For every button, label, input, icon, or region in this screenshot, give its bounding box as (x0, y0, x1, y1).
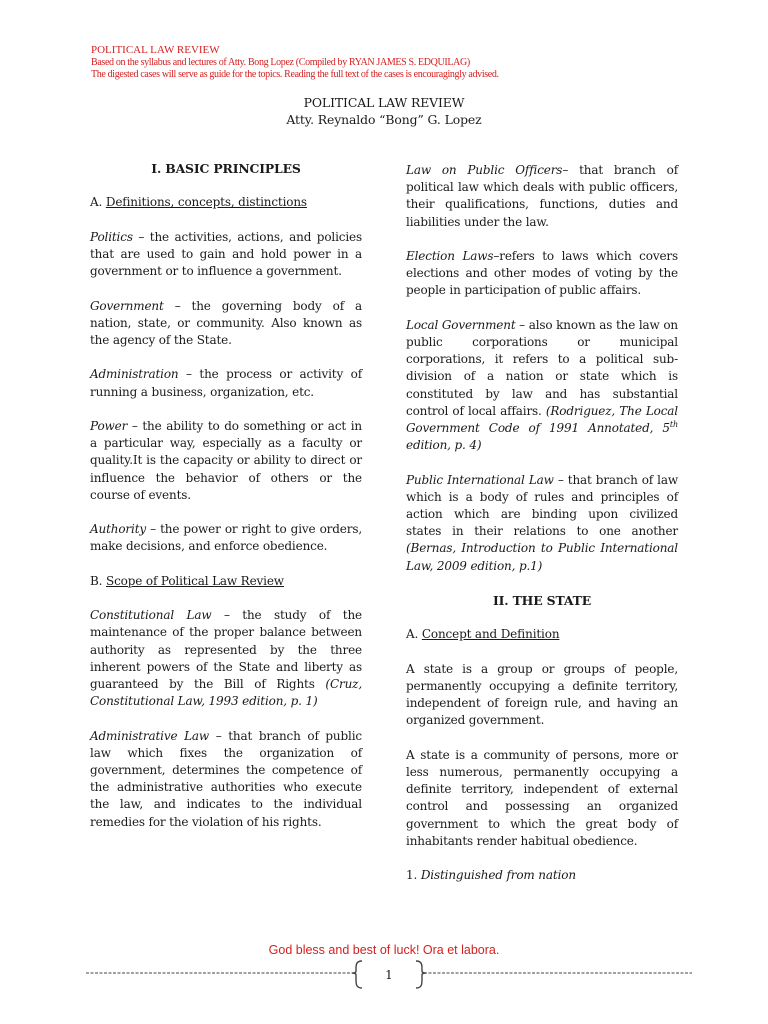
left-column (90, 160, 362, 831)
list-item-distinguished (406, 867, 678, 884)
subheading-text: Scope of Political Law Review (106, 573, 284, 588)
term-constitutional-law: Constitutional Law (90, 608, 212, 623)
footer-bracket-right (416, 961, 426, 988)
citation-superscript: th (669, 420, 678, 430)
section-heading-basic-principles: I. BASIC PRINCIPLES (151, 161, 301, 176)
state-definition-1: A state is a group or groups of people, permanently occupying a definite territory, independent of foreign rule, and having an organized government. (406, 661, 678, 728)
term-public-international-law: Public International Law (406, 472, 554, 487)
subheading-text: Concept and Definition (421, 627, 560, 642)
definition-politics (90, 229, 362, 281)
subheading-prefix: A. (90, 195, 106, 210)
subheading-scope (90, 573, 362, 590)
document-title-block (0, 94, 768, 129)
subheading-prefix: B. (90, 573, 106, 588)
subheading-prefix: A. (406, 627, 422, 642)
def-local-government: – also known as the law on public corporations or municipal corporations, it refers to a political sub-division of a nation or state which is constituted by law and has substantial control of local affairs. (406, 317, 678, 418)
citation-bernas: (Bernas, Introduction to Public International Law, 2009 edition, p.1) (406, 541, 678, 573)
page-number: 1 (385, 968, 393, 982)
right-column (406, 162, 678, 902)
footer-bracket-left (352, 961, 362, 988)
state-definition-2: A state is a community of persons, more or less numerous, permanently occupying a definite territory, independent of external control and possessing an organized government to which the great body of inhabitants render habitual obedience. (406, 747, 678, 848)
def-authority: – the power or right to give orders, make decisions, and enforce obedience. (90, 522, 362, 554)
definition-administration (90, 366, 362, 400)
definition-administrative-law (90, 728, 362, 831)
def-constitutional-law: – the study of the maintenance of the proper balance between authority as represented by the three inherent powers of the State and liberty as guaranteed by the Bill of Rights (90, 608, 362, 691)
term-authority: Authority (90, 522, 146, 537)
def-administrative-law: – that branch of public law which fixes the organization of government, determines the competence of the administrative authorities who execute the law, and indicates to the individual remedies for the violation of his rights. (90, 728, 362, 829)
definition-authority (90, 521, 362, 555)
subheading-text: Definitions, concepts, distinctions (105, 195, 307, 210)
citation-rodriguez-main: (Rodriguez, The Local Government Code of 1991 Annotated, 5 (406, 403, 678, 436)
footer-rule (86, 960, 692, 990)
def-administration: – the process or activity of running a business, organization, etc. (90, 367, 362, 399)
document-title: POLITICAL LAW REVIEW (303, 95, 465, 110)
header-compilation-note: Based on the syllabus and lectures of Atty. Bong Lopez (Compiled by RYAN JAMES S. EDQUILAG) (91, 56, 470, 68)
def-public-officers: – that branch of political law which deals with public officers, their qualifications, functions, duties and liabilities under the law. (406, 163, 678, 229)
definition-public-officers (406, 162, 678, 231)
footer-motto: God bless and best of luck! Ora et labora. (268, 943, 500, 957)
definition-local-government (406, 317, 678, 455)
term-local-government: Local Government (406, 317, 516, 332)
running-header (91, 44, 691, 82)
header-reading-note: The digested cases will serve as guide for the topics. Reading the full text of the cases is encouragingly advised. (91, 69, 499, 81)
citation-rodriguez-end: edition, p. 4) (406, 438, 482, 453)
subheading-concept (406, 626, 678, 643)
section-heading-the-state: II. THE STATE (492, 593, 592, 609)
citation-cruz: (Cruz, Constitutional Law, 1993 edition, p. 1) (90, 676, 362, 709)
term-politics: Politics (90, 229, 133, 244)
def-government: – the governing body of a nation, state, or community. Also known as the agency of the State. (90, 298, 362, 347)
def-public-international-law: – that branch of law which is a body of rules and principles of action which are binding upon civilized states in their relations to one another (406, 472, 678, 539)
def-election-laws: –refers to laws which covers elections and other modes of voting by the people in participation of public affairs. (406, 249, 679, 298)
def-politics: – the activities, actions, and policies that are used to gain and hold power in a government or to influence a government. (90, 229, 362, 279)
list-item-number: 1. (406, 868, 421, 883)
def-power: – the ability to do something or act in a particular way, especially as a faculty or quality.It is the capacity or ability to direct or influence the behavior of others or the course of events. (90, 418, 362, 502)
term-public-officers: Law on Public Officers (406, 163, 563, 177)
definition-government (90, 298, 362, 350)
definition-election-laws (406, 248, 678, 300)
subheading-definitions (90, 194, 362, 211)
term-administration: Administration (90, 367, 179, 382)
definition-public-international-law (406, 472, 678, 575)
term-election-laws: Election Laws (406, 249, 494, 263)
definition-power (90, 418, 362, 504)
list-item-text: Distinguished from nation (420, 868, 576, 883)
document-author: Atty. Reynaldo “Bong” G. Lopez (286, 112, 482, 128)
term-power: Power (90, 418, 128, 433)
definition-constitutional-law (90, 607, 362, 710)
term-administrative-law: Administrative Law (90, 728, 210, 743)
header-course-title: POLITICAL LAW REVIEW (91, 44, 220, 56)
term-government: Government (90, 298, 164, 313)
